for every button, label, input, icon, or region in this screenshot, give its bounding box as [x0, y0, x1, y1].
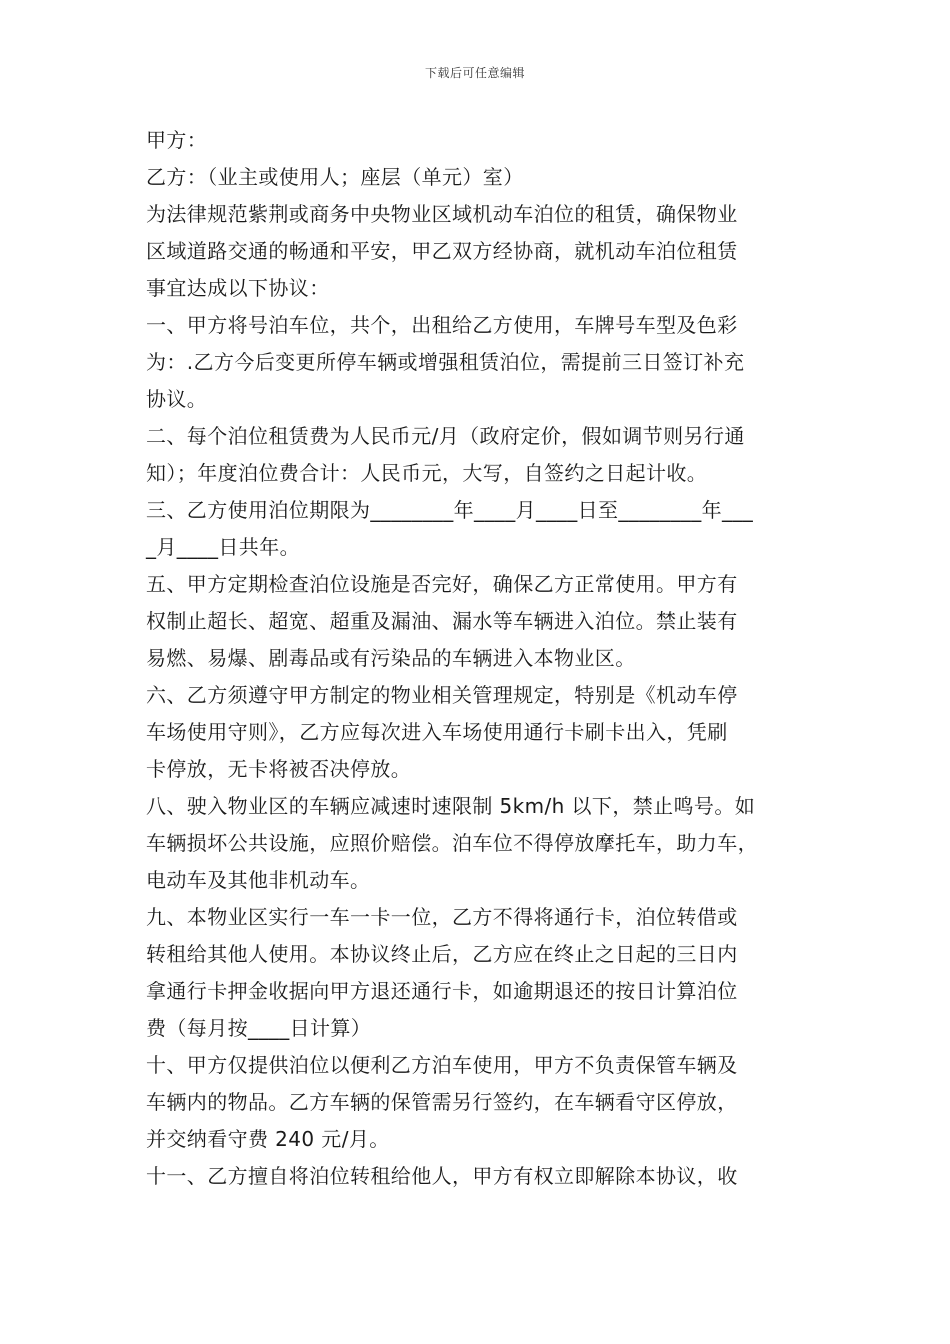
clause-9-line: 转租给其他人使用。本协议终止后，乙方应在终止之日起的三日内	[146, 942, 738, 966]
clause-1-line: 为：.乙方今后变更所停车辆或增强租赁泊位，需提前三日签订补充	[146, 350, 745, 374]
clause-8-line: 八、驶入物业区的车辆应减速时速限制 5km/h 以下，禁止鸣号。如	[146, 794, 756, 818]
clause-1-line: 一、甲方将号泊车位，共个，出租给乙方使用，车牌号车型及色彩	[146, 313, 738, 337]
clause-5-line: 权制止超长、超宽、超重及漏油、漏水等车辆进入泊位。禁止装有	[146, 609, 738, 633]
clause-9-line: 拿通行卡押金收据向甲方退还通行卡，如逾期退还的按日计算泊位	[146, 979, 738, 1003]
clause-8-line: 车辆损坏公共设施，应照价赔偿。泊车位不得停放摩托车，助力车，	[146, 831, 758, 855]
clause-2-line: 知）；年度泊位费合计：人民币元，大写，自签约之日起计收。	[146, 461, 708, 485]
clause-5-line: 易燃、易爆、剧毒品或有污染品的车辆进入本物业区。	[146, 646, 636, 670]
clause-8-line: 电动车及其他非机动车。	[146, 868, 371, 892]
agreement-body	[146, 122, 818, 1195]
clause-9-line: 费（每月按____日计算）	[146, 1016, 372, 1040]
preamble-line: 事宜达成以下协议：	[146, 276, 330, 300]
clause-3-line: _月____日共年。	[146, 535, 300, 559]
clause-6-line: 车场使用守则》，乙方应每次进入车场使用通行卡刷卡出入，凭刷	[146, 720, 728, 744]
party-b-line: 乙方：（业主或使用人；座层（单元）室）	[146, 165, 524, 189]
preamble-line: 为法律规范紫荆或商务中央物业区域机动车泊位的租赁，确保物业	[146, 202, 738, 226]
clause-2-line: 二、每个泊位租赁费为人民币元/月（政府定价，假如调节则另行通	[146, 424, 745, 448]
clause-3-line: 三、乙方使用泊位期限为________年____月____日至________年___	[146, 498, 754, 522]
clause-5-line: 五、甲方定期检查泊位设施是否完好，确保乙方正常使用。甲方有	[146, 572, 738, 596]
clause-9-line: 九、本物业区实行一车一卡一位，乙方不得将通行卡，泊位转借或	[146, 905, 738, 929]
clause-11-line: 十一、乙方擅自将泊位转租给他人，甲方有权立即解除本协议，收	[146, 1164, 738, 1188]
clause-1-line: 协议。	[146, 387, 208, 411]
party-a-line: 甲方：	[146, 128, 208, 152]
clause-6-line: 卡停放，无卡将被否决停放。	[146, 757, 412, 781]
clause-10-line: 并交纳看守费 240 元/月。	[146, 1127, 390, 1151]
clause-6-line: 六、乙方须遵守甲方制定的物业相关管理规定，特别是《机动车停	[146, 683, 738, 707]
preamble-line: 区域道路交通的畅通和平安，甲乙双方经协商，就机动车泊位租赁	[146, 239, 738, 263]
page-header-note: 下载后可任意编辑	[424, 66, 525, 80]
clause-10-line: 车辆内的物品。乙方车辆的保管需另行签约，在车辆看守区停放，	[146, 1090, 738, 1114]
clause-10-line: 十、甲方仅提供泊位以便利乙方泊车使用，甲方不负责保管车辆及	[146, 1053, 738, 1077]
